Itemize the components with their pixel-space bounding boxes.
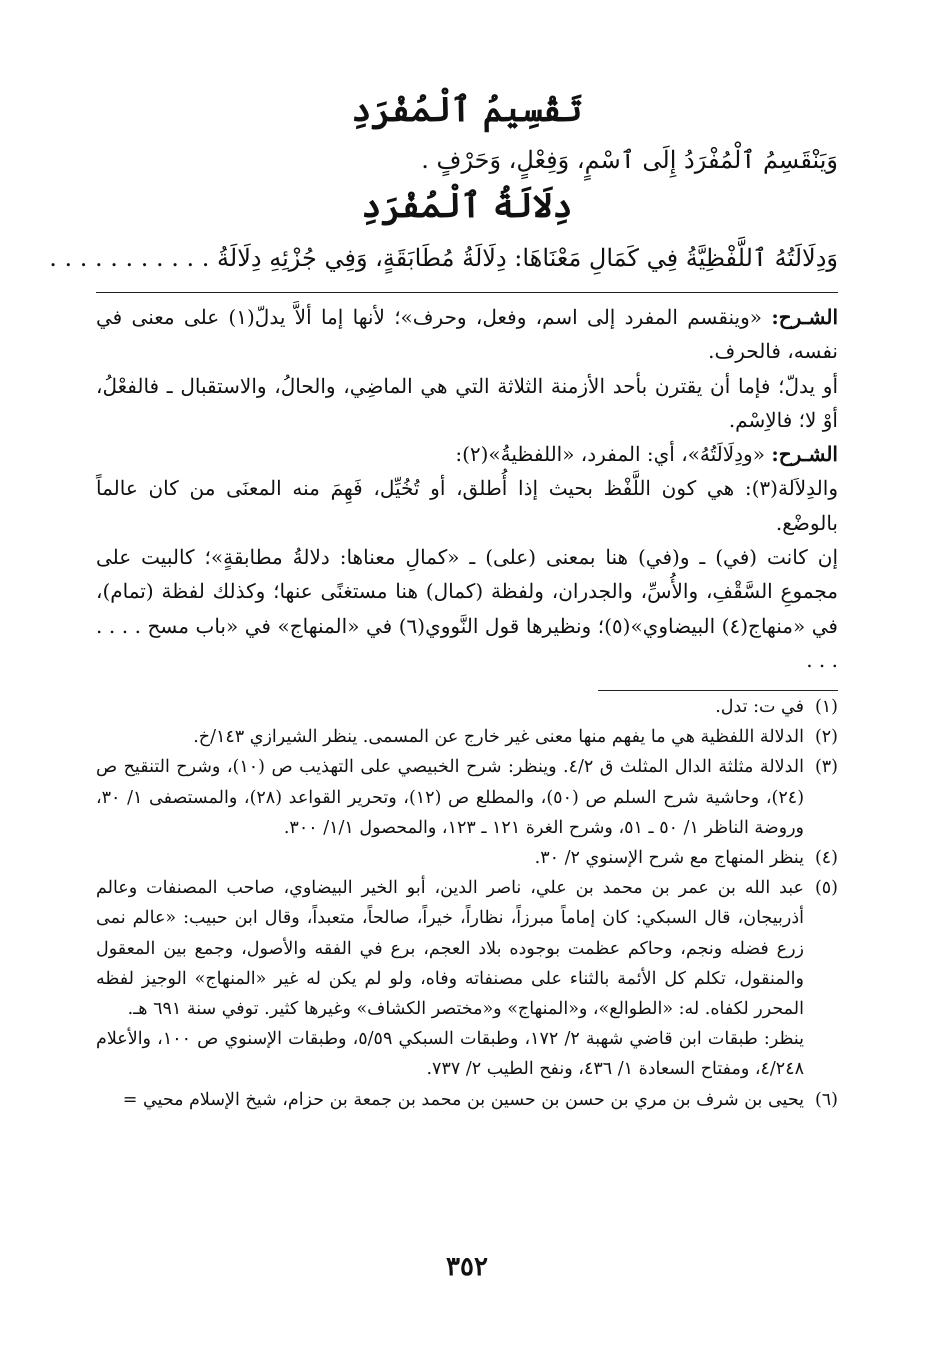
commentary-label: الشـرح: bbox=[771, 442, 838, 467]
footnote-text: ينظر المنهاج مع شرح الإسنوي ٢/ ٣٠. bbox=[534, 848, 804, 869]
footnote-4 bbox=[96, 843, 838, 873]
commentary-label: الشـرح: bbox=[771, 305, 839, 329]
footnotes bbox=[96, 692, 838, 1115]
commentary bbox=[96, 300, 838, 677]
commentary-paragraph-4: والدِلاَلة(٣): هي كون اللَّفْظ بحيث إذا أُطلق، أو تُخُيِّل، فَهِمَ منه المعنَى من كان عالماً بالوضْع. bbox=[96, 476, 838, 535]
footnote-5-sources bbox=[96, 1024, 838, 1084]
footnote-divider bbox=[598, 690, 838, 691]
matn-divider bbox=[96, 292, 838, 293]
footnote-text: يحيى بن شرف بن مري بن حسن بن حسين بن محمد بن جمعة بن حزام، شيخ الإسلام محيي = bbox=[122, 1089, 804, 1110]
footnote-number: (٣) bbox=[814, 757, 838, 778]
footnote-number: (٤) bbox=[814, 848, 838, 869]
footnote-2 bbox=[96, 722, 838, 752]
matn-line-1: وَيَنْقَسِمُ ٱلْمُفْرَدُ إِلَى ٱسْمٍ، وَفِعْلٍ، وَحَرْفٍ . bbox=[421, 146, 838, 174]
footnote-number bbox=[804, 1024, 838, 1084]
commentary-paragraph-3: الشـرح: «ودِلَالَتُهُ»، أي: المفرد، «اللفظيةُ»(٢): bbox=[455, 442, 838, 467]
page bbox=[49, 0, 839, 1367]
footnote-1 bbox=[96, 692, 838, 722]
section-heading-division: تَقْسِيمُ ٱلْمُفْرَدِ bbox=[351, 90, 583, 130]
section-heading-meaning: دِلَالَةُ ٱلْمُفْرَدِ bbox=[361, 186, 573, 226]
footnote-text: الدلالة مثلثة الدال المثلث ق ٤/٢. وينظر: شرح الخبيصي على التهذيب ص (١٠)، وشرح التنقيح ص (٢٤)، وحاشية شرح السلم ص (٥٠)، والمطلع ص (١٢)، وتحرير القواعد (٢٨)، والمستصفى ١/ ٣٠، وروضة الناظر ١/ ٥٠ ـ ٥١، وشرح الغرة ١٢١ ـ ١٢٣، والمحصول ١/١/ ٣٠٠. bbox=[96, 757, 805, 838]
footnote-text: في ت: تدل. bbox=[715, 697, 804, 717]
footnote-text: ينظر: طبقات ابن قاضي شهبة ٢/ ١٧٢، وطبقات السبكي ٥/٥٩، وطبقات الإسنوي ص ١٠٠، والأعلام ٤/٢٤٨، ومفتاح السعادة ١/ ٤٣٦، ونفح الطيب ٢/ ٧٣٧. bbox=[96, 1029, 804, 1080]
footnote-6 bbox=[96, 1085, 838, 1115]
footnote-number: (٦) bbox=[814, 1089, 838, 1110]
commentary-paragraph-2: أو يدلّ؛ فإما أن يقترن بأحد الأزمنة الثلاثة التي هي الماضِي، والحالُ، والاستقبال ـ فالفعْلُ، أوْ لا؛ فالاِسْم. bbox=[96, 373, 838, 432]
page-number: ٣٥٢ bbox=[446, 1252, 488, 1282]
commentary-paragraph-1: الشـرح: «وينقسم المفرد إلى اسم، وفعل، وحرف»؛ لأنها إما ألاَّ يدلّ(١) على معنى في نفسه، فالحرف. bbox=[96, 305, 839, 364]
footnote-number: (٥) bbox=[814, 878, 838, 899]
footnote-text: الدلالة اللفظية هي ما يفهم منها معنى غير خارج عن المسمى. ينظر الشيرازي ١٤٣/خ. bbox=[193, 727, 804, 748]
matn-line-2: وَدِلَالَتُهُ ٱللَّفْظِيَّةُ فِي كَمَالِ مَعْنَاهَا: دِلَالَةُ مُطَابَقَةٍ، وَفِي جُزْئِهِ دِلَالَةُ . . . . . . . . . . . bbox=[49, 244, 838, 272]
footnote-5 bbox=[96, 873, 838, 1024]
footnote-number: (٢) bbox=[814, 727, 838, 748]
footnote-3 bbox=[96, 752, 838, 843]
commentary-paragraph-5: إن كانت (في) ـ و(في) هنا بمعنى (على) ـ «كمالِ معناها: دلالةُ مطابقةٍ»؛ كالبيت على مجموعِ السَّقْفِ، والأُسِّ، والجدران، ولفظة (كمال) هنا مستغنًى عنها؛ وكذلك لفظة (تمام)، في «منهاج(٤) البيضاوي»(٥)؛ ونظيرها قول النَّووي(٦) في «المنهاج» في «باب مسح . . . . . . . bbox=[96, 545, 838, 672]
footnote-text: عبد الله بن عمر بن محمد بن علي، ناصر الدين، أبو الخير البيضاوي، صاحب المصنفات وعالم أذربيجان، قال السبكي: كان إماماً مبرزاً، نظاراً، خيراً، صالحاً، متعبداً، وقال ابن حبيب: «عالم نمى زرع فضله ونجم، وحاكم عظمت بوجوده بلاد العجم، برع في الفقه والأصول، وجمع بين المعقول والمنقول، تكلم كل الأئمة بالثناء على مصنفاته وفاه، ولو لم يكن له غير «المنهاج» الوجيز لفظه المحرر لكفاه. له: «الطوالع»، و«المنهاج» و«مختصر الكشاف» وغيرها كثير. توفي سنة ٦٩١ هـ. bbox=[96, 878, 804, 1020]
footnote-number: (١) bbox=[814, 697, 838, 717]
